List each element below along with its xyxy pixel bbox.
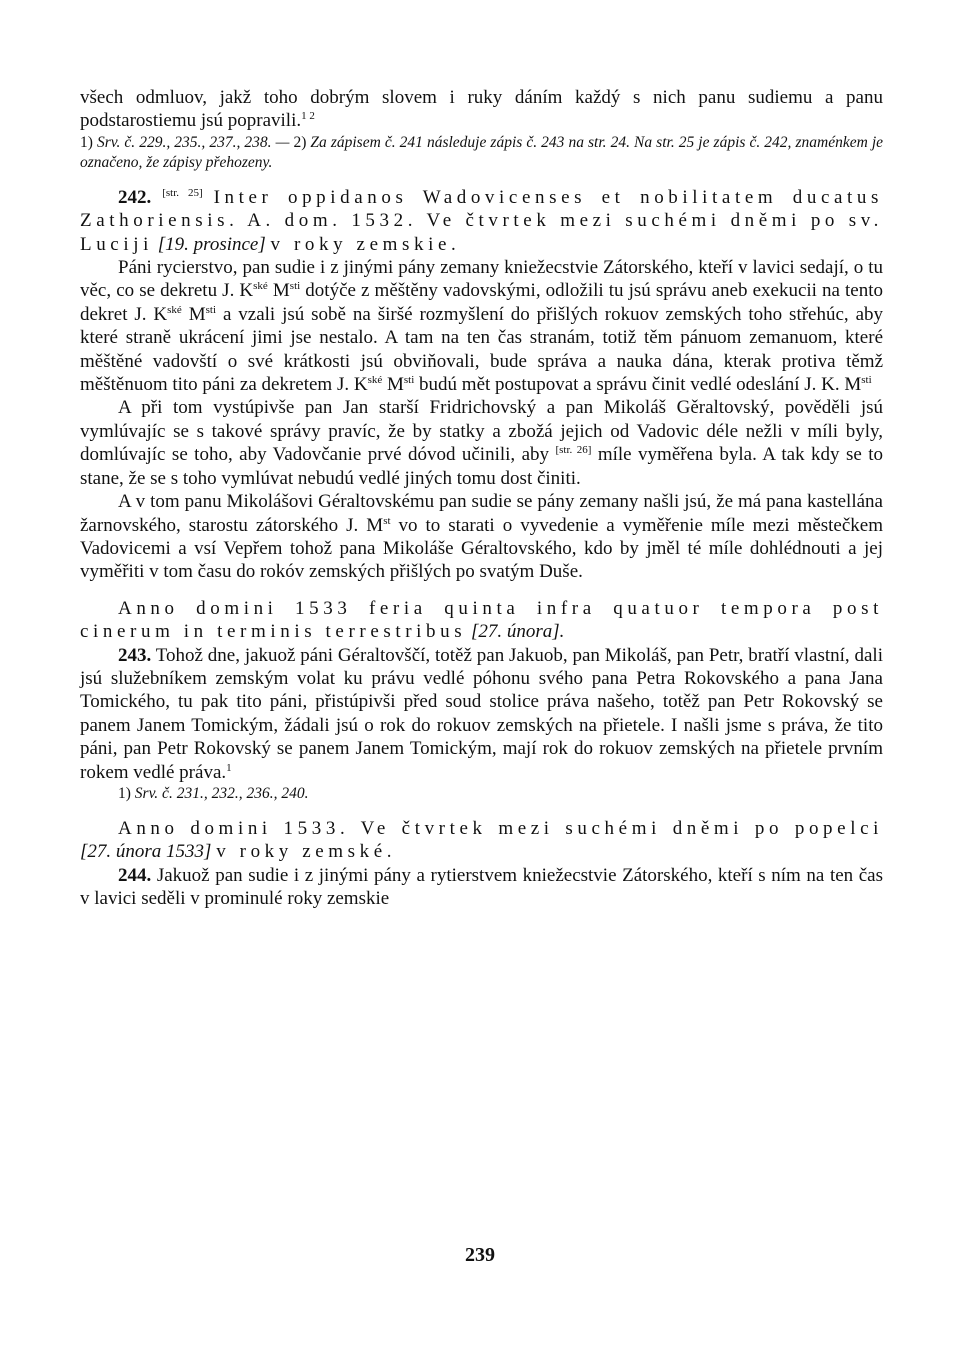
superscript: ské [367, 374, 383, 387]
entry-number: 243. [118, 644, 152, 666]
superscript: sti [289, 280, 301, 293]
text-run: budú mět postupovat a správu činit vedlé odeslání J. K. M [419, 374, 862, 396]
entry-text: Jakuož pan sudie i z jinými pány a rytierstvem kniežecstvie Zátorského, kteří s ním na ten čas v lavici seděli v prominulé roky zemskie [80, 864, 883, 910]
entry-244 [80, 864, 883, 911]
heading-date: [27. února 1533] [80, 841, 212, 863]
footnote-text: Srv. č. 229., 235., 237., 238. — [96, 133, 290, 151]
superscript: ské [167, 303, 182, 316]
superscript: sti [205, 303, 217, 316]
paragraph [80, 490, 883, 584]
footnote-reference: 1 2 [301, 110, 315, 123]
entry-heading: v roky zemskie. [270, 233, 461, 255]
heading-date: [27. února]. [470, 621, 565, 643]
footnote-text: Za zápisem č. 241 následuje zápis č. 243 na str. 24. Na str. 25 je zápis č. 242, znaménkem je označeno, že zápisy přehozeny. [80, 133, 884, 171]
footnote-marker: 1) [80, 133, 93, 151]
paragraph [80, 256, 883, 396]
footnote-marker: 1) [118, 784, 131, 802]
paragraph-continuation [80, 86, 883, 133]
date-heading [80, 817, 883, 864]
footnote-block [118, 784, 883, 804]
entry-number: 244. [118, 864, 152, 886]
paragraph-text: všech odmluov, jakž toho dobrým slovem i ruky dáním každý s nich panu sudiemu a panu podstarostiemu jsú popravili. [80, 87, 883, 132]
text-run: A v tom panu Mikolášovi Géraltovskému pan sudie se pány zemany našli jsú, že má pana kastellána žarnovského, starostu zátorského J. M [80, 491, 883, 536]
text-run: M [188, 303, 206, 325]
text-run: a vzali jsú sobě na širšé rozmyšlení do přišlých rokuov zemských toho střehúc, aby které straně ukrácení jimi jse nestalo. A tam na ten čas stranám, totiž těm pánuom zemanuom, které měštěné vadovští o své krátkosti jsú obviňovali, bude správa a nauka dána, kterak protiva těmž měštěnuom tito páni za dekretem J. K [80, 303, 884, 396]
text-run: vo to starati o vyvedenie a vyměřenie míle mezi městečkem Vadovicemi a vsí Vepřem tohož pana Mikoláše Géraltovského, kdo by jměl té míle dohlédnouti a jej vyměřiti v tom času do rokóv zemských přišlých po svatým Duše. [80, 514, 884, 583]
document-page [80, 86, 883, 911]
heading-text: v roky zemské. [216, 841, 397, 863]
footnote-marker: 2) [293, 133, 307, 151]
text-run: M [272, 280, 290, 302]
text-run: míle vyměřena byla. A tak kdy se to stane, že se s toho vymlúvat nebudú vedlé jiných tomu dost činiti. [80, 444, 883, 489]
heading-text: Anno domini 1533 feria quinta infra quatuor tempora post cinerum in terminis terrestribus [80, 597, 883, 643]
footnote-block [80, 133, 883, 173]
text-run: Páni rycierstvo, pan sudie i z jinými pány zemany kniežecstvie Zátorského, kteří v lavici sedají, o tu věc, co se dekretu J. K [80, 257, 883, 302]
superscript: sti [403, 374, 415, 387]
footnote-text: Srv. č. 231., 232., 236., 240. [134, 784, 309, 802]
page-marker: [str. 25] [162, 186, 203, 199]
paragraph [80, 396, 883, 490]
text-run: dotýče z měštěny vadovskými, odložili tu jsú správu aneb exekucii na tento dekret J. K [80, 280, 884, 325]
entry-243 [80, 644, 883, 784]
entry-date: [19. prosince] [157, 233, 266, 255]
text-run: A při tom vystúpivše pan Jan starší Fridrichovský a pan Mikoláš Gěraltovský, pověděli jsú vymlúvajíc se s takové správy pravíc, že by statky a zbožá jejich od Vadovic déle nežli v míli byly, domlúvajíc se toho, aby Vadovčanie prvé dóvod učinili, aby [80, 397, 883, 466]
superscript: st [383, 514, 391, 527]
heading-text: Anno domini 1533. Ve čtvrtek mezi suchémi dněmi po popelci [118, 817, 883, 839]
entry-heading-242 [80, 186, 883, 256]
date-heading [80, 597, 883, 644]
text-run: M [386, 374, 404, 396]
superscript: ské [253, 280, 268, 293]
page-number: 239 [465, 1244, 495, 1266]
entry-number: 242. [118, 186, 152, 208]
entry-heading: Inter oppidanos Wadovicenses et nobilitatem ducatus Zathoriensis. A. dom. 1532. Ve čtvrtek mezi suchémi dněmi po sv. Luciji [80, 186, 884, 255]
superscript: sti [861, 374, 872, 387]
entry-text: Tohož dne, jakuož páni Géraltovščí, totěž pan Jakuob, pan Mikoláš, pan Petr, bratří vlastní, dali jsú služebníkem zemským volat ku právu vedlé póhonu svého pana Petra Rokovského a pana Jana Tomického, tu pak tito páni, přistúpivši před soud stolice práva našeho, totěž pan Petr Rokovský se panem Janem Tomickým, žádali jsú o rok do rokuov zemských na přietele. I našli jsme s práva, že tito páni, pan Petr Rokovský se panem Janem Tomickým, mají rok do rokuov zemských na přietele prvním rokem vedlé práva. [80, 644, 883, 783]
footnote-reference: 1 [226, 761, 232, 774]
page-marker: [str. 26] [555, 444, 592, 457]
